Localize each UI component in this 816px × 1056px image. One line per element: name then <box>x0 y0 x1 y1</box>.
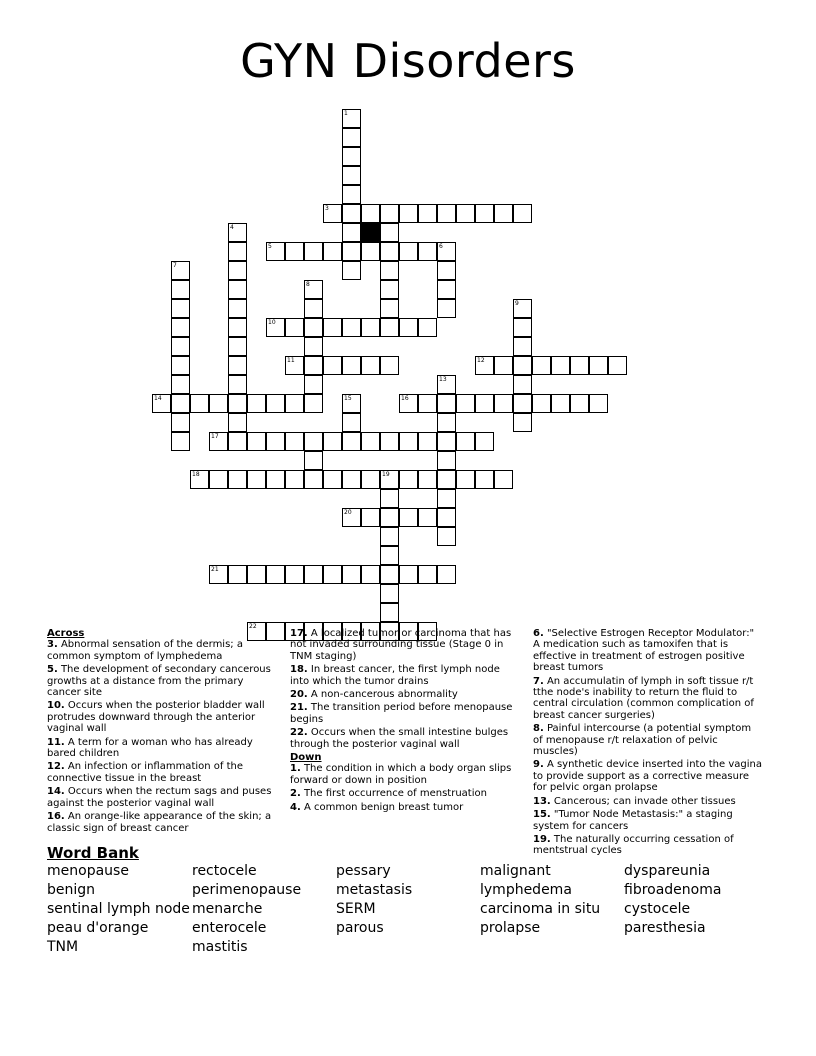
clue <box>47 737 277 760</box>
puzzle-title: GYN Disorders <box>240 34 576 88</box>
crossword-cell[interactable] <box>437 413 456 432</box>
crossword-cell[interactable] <box>361 356 380 375</box>
crossword-cell[interactable] <box>475 394 494 413</box>
crossword-cell[interactable] <box>437 204 456 223</box>
crossword-cell[interactable] <box>437 299 456 318</box>
clue-text: Abnormal sensation of the dermis; a common symptom of lymphedema <box>47 639 243 662</box>
crossword-cell[interactable] <box>228 318 247 337</box>
crossword-cell[interactable] <box>418 565 437 584</box>
crossword-cell[interactable] <box>570 356 589 375</box>
crossword-cell[interactable] <box>190 470 209 489</box>
crossword-cell[interactable] <box>285 470 304 489</box>
crossword-cell[interactable] <box>437 375 456 394</box>
crossword-cell[interactable] <box>228 394 247 413</box>
crossword-cell[interactable] <box>418 508 437 527</box>
crossword-cell[interactable] <box>418 394 437 413</box>
crossword-cell[interactable] <box>228 261 247 280</box>
crossword-cell[interactable] <box>266 242 285 261</box>
clue <box>47 700 277 734</box>
clue-text: Occurs when the posterior bladder wall protrudes downward through the anterior vaginal wall <box>47 700 265 735</box>
crossword-cell[interactable] <box>304 375 323 394</box>
crossword-cell[interactable] <box>342 470 361 489</box>
clue-number: 5 <box>268 243 272 250</box>
clue <box>47 639 277 662</box>
crossword-cell[interactable] <box>513 204 532 223</box>
clue-number: 15 <box>344 395 352 402</box>
crossword-cell[interactable] <box>342 128 361 147</box>
crossword-cell[interactable] <box>361 565 380 584</box>
crossword-cell[interactable] <box>494 394 513 413</box>
crossword-cell[interactable] <box>228 337 247 356</box>
clue-number-label: 18. <box>290 664 308 676</box>
word-bank-item: prolapse <box>480 920 541 936</box>
clue-text: An orange-like appearance of the skin; a classic sign of breast cancer <box>47 811 272 834</box>
crossword-cell[interactable] <box>551 356 570 375</box>
crossword-cell[interactable] <box>228 375 247 394</box>
crossword-cell[interactable] <box>228 299 247 318</box>
clue-number-label: 2. <box>290 788 301 800</box>
clue-number-label: 6. <box>533 628 544 639</box>
crossword-cell[interactable] <box>323 204 342 223</box>
crossword-cell[interactable] <box>171 394 190 413</box>
crossword-cell[interactable] <box>437 508 456 527</box>
crossword-cell[interactable] <box>209 394 228 413</box>
crossword-cell[interactable] <box>285 318 304 337</box>
crossword-cell[interactable] <box>475 204 494 223</box>
clues-column-3 <box>533 628 763 859</box>
clue-number-label: 12. <box>47 761 65 773</box>
crossword-cell[interactable] <box>380 603 399 622</box>
clues-column-1 <box>47 628 277 836</box>
crossword-cell[interactable] <box>399 565 418 584</box>
crossword-cell[interactable] <box>475 356 494 375</box>
clue-number-label: 15. <box>533 809 551 821</box>
word-bank-item: benign <box>47 882 96 898</box>
word-bank-item: TNM <box>47 939 79 955</box>
crossword-cell[interactable] <box>399 242 418 261</box>
crossword-cell[interactable] <box>380 584 399 603</box>
crossword-cell[interactable] <box>228 565 247 584</box>
crossword-cell[interactable] <box>418 318 437 337</box>
crossword-cell[interactable] <box>380 470 399 489</box>
clue-text: A localized tumor or carcinoma that has not invaded surrounding tissue (Stage 0 in TNM staging) <box>290 628 512 662</box>
crossword-cell[interactable] <box>361 432 380 451</box>
crossword-cell[interactable] <box>380 318 399 337</box>
crossword-cell[interactable] <box>494 204 513 223</box>
crossword-cell[interactable] <box>342 394 361 413</box>
word-bank-item: paresthesia <box>624 920 706 936</box>
clue-number-label: 7. <box>533 675 544 687</box>
crossword-cell[interactable] <box>266 394 285 413</box>
crossword-cell[interactable] <box>266 565 285 584</box>
crossword-cell[interactable] <box>380 356 399 375</box>
crossword-cell[interactable] <box>494 470 513 489</box>
crossword-cell[interactable] <box>304 280 323 299</box>
crossword-cell[interactable] <box>190 394 209 413</box>
crossword-cell[interactable] <box>304 565 323 584</box>
crossword-cell[interactable] <box>209 432 228 451</box>
clue-text: Cancerous; can invade other tissues <box>550 795 736 807</box>
crossword-cell[interactable] <box>228 470 247 489</box>
down-header: Down <box>290 752 322 764</box>
crossword-cell[interactable] <box>342 356 361 375</box>
clue <box>533 759 763 793</box>
crossword-cell[interactable] <box>342 565 361 584</box>
crossword-cell[interactable] <box>342 185 361 204</box>
word-bank-item: pessary <box>336 863 391 879</box>
crossword-cell[interactable] <box>494 356 513 375</box>
clue-number: 4 <box>230 224 234 231</box>
crossword-cell[interactable] <box>475 432 494 451</box>
crossword-cell[interactable] <box>228 242 247 261</box>
crossword-cell[interactable] <box>361 318 380 337</box>
crossword-cell[interactable] <box>551 394 570 413</box>
clue-text: A term for a woman who has already bared children <box>47 736 253 760</box>
word-bank-item: metastasis <box>336 882 413 898</box>
clue <box>533 809 763 832</box>
crossword-cell[interactable] <box>171 318 190 337</box>
crossword-cell[interactable] <box>475 470 494 489</box>
clue-number-label: 4. <box>290 801 301 813</box>
clue-number-label: 20. <box>290 689 308 701</box>
clue-text: Occurs when the small intestine bulges through the posterior vaginal wall <box>290 727 509 750</box>
crossword-cell[interactable] <box>342 109 361 128</box>
crossword-cell[interactable] <box>342 508 361 527</box>
clue-number: 12 <box>477 357 485 364</box>
clue-number-label: 13. <box>533 795 551 807</box>
crossword-cell[interactable] <box>304 337 323 356</box>
crossword-cell[interactable] <box>342 204 361 223</box>
across-header: Across <box>47 628 85 639</box>
clue-text: A non-cancerous abnormality <box>307 689 458 701</box>
crossword-cell[interactable] <box>513 375 532 394</box>
word-bank-item: menarche <box>192 901 263 917</box>
clue-number-label: 22. <box>290 727 308 739</box>
crossword-cell[interactable] <box>323 242 342 261</box>
crossword-cell[interactable] <box>570 394 589 413</box>
crossword-cell[interactable] <box>342 223 361 242</box>
clue-text: Occurs when the rectum sags and puses against the posterior vaginal wall <box>47 786 272 809</box>
crossword-cell[interactable] <box>380 280 399 299</box>
clue-number: 22 <box>249 623 257 630</box>
crossword-cell[interactable] <box>513 299 532 318</box>
crossword-cell[interactable] <box>418 432 437 451</box>
clue-text: A common benign breast tumor <box>300 801 464 813</box>
crossword-cell[interactable] <box>589 394 608 413</box>
crossword-cell[interactable] <box>361 204 380 223</box>
clue <box>533 834 763 857</box>
blocked-cell <box>361 223 380 242</box>
clue-text: The condition in which a body organ slips forward or down in position <box>290 763 512 786</box>
crossword-cell[interactable] <box>399 318 418 337</box>
crossword-cell[interactable] <box>380 223 399 242</box>
clue-number: 10 <box>268 319 276 326</box>
clue <box>290 628 520 662</box>
clue-number: 14 <box>154 395 162 402</box>
crossword-cell[interactable] <box>228 432 247 451</box>
clue-number: 17 <box>211 433 219 440</box>
crossword-cell[interactable] <box>342 432 361 451</box>
crossword-cell[interactable] <box>285 242 304 261</box>
crossword-cell[interactable] <box>323 318 342 337</box>
crossword-cell[interactable] <box>418 242 437 261</box>
clue-number-label: 8. <box>533 723 544 735</box>
crossword-cell[interactable] <box>228 223 247 242</box>
crossword-cell[interactable] <box>285 565 304 584</box>
word-bank-item: dyspareunia <box>624 863 711 879</box>
crossword-cell[interactable] <box>171 261 190 280</box>
crossword-cell[interactable] <box>171 337 190 356</box>
clue-number: 18 <box>192 471 200 478</box>
crossword-cell[interactable] <box>171 375 190 394</box>
word-bank-item: lymphedema <box>480 882 572 898</box>
crossword-cell[interactable] <box>285 394 304 413</box>
crossword-cell[interactable] <box>304 451 323 470</box>
word-bank-item: cystocele <box>624 901 691 917</box>
crossword-cell[interactable] <box>380 432 399 451</box>
crossword-cell[interactable] <box>532 356 551 375</box>
clue-text: Painful intercourse (a potential symptom of menopause r/t relaxation of pelvic muscles) <box>533 723 752 758</box>
crossword-cell[interactable] <box>228 356 247 375</box>
clues-column-2 <box>290 628 520 815</box>
clue-number-label: 9. <box>533 759 544 771</box>
word-bank-item: enterocele <box>192 920 267 936</box>
clue-number: 21 <box>211 566 219 573</box>
crossword-cell[interactable] <box>171 432 190 451</box>
crossword-cell[interactable] <box>380 242 399 261</box>
crossword-cell[interactable] <box>266 470 285 489</box>
crossword-cell[interactable] <box>437 565 456 584</box>
clue-number-label: 10. <box>47 700 65 712</box>
crossword-cell[interactable] <box>437 280 456 299</box>
crossword-cell[interactable] <box>456 204 475 223</box>
crossword-cell[interactable] <box>513 356 532 375</box>
clue-number-label: 3. <box>47 639 58 651</box>
crossword-cell[interactable] <box>304 242 323 261</box>
crossword-cell[interactable] <box>228 280 247 299</box>
crossword-cell[interactable] <box>304 318 323 337</box>
clue <box>290 727 520 750</box>
clue-number: 20 <box>344 509 352 516</box>
clue <box>290 689 520 700</box>
crossword-cell[interactable] <box>266 318 285 337</box>
clue-number: 8 <box>306 281 310 288</box>
clue-number: 11 <box>287 357 295 364</box>
clue <box>47 811 277 834</box>
crossword-cell[interactable] <box>437 470 456 489</box>
crossword-cell[interactable] <box>342 242 361 261</box>
clue <box>533 723 763 757</box>
crossword-cell[interactable] <box>380 565 399 584</box>
clue-number: 6 <box>439 243 443 250</box>
crossword-cell[interactable] <box>437 489 456 508</box>
clue-number: 19 <box>382 471 390 478</box>
clue <box>290 802 520 813</box>
crossword-cell[interactable] <box>323 432 342 451</box>
crossword-cell[interactable] <box>437 451 456 470</box>
crossword-cell[interactable] <box>437 527 456 546</box>
crossword-cell[interactable] <box>266 432 285 451</box>
clue <box>533 676 763 722</box>
crossword-cell[interactable] <box>513 318 532 337</box>
crossword-cell[interactable] <box>437 242 456 261</box>
crossword-cell[interactable] <box>456 470 475 489</box>
crossword-cell[interactable] <box>513 394 532 413</box>
crossword-cell[interactable] <box>513 337 532 356</box>
clue <box>290 788 520 799</box>
clue-text: In breast cancer, the first lymph node into which the tumor drains <box>290 664 500 687</box>
crossword-cell[interactable] <box>304 432 323 451</box>
word-bank-item: mastitis <box>192 939 248 955</box>
word-bank-item: peau d'orange <box>47 920 149 936</box>
word-bank-item: rectocele <box>192 863 257 879</box>
crossword-cell[interactable] <box>361 242 380 261</box>
crossword-cell[interactable] <box>399 470 418 489</box>
clue-number-label: 21. <box>290 702 308 714</box>
crossword-cell[interactable] <box>437 394 456 413</box>
clue-text: The development of secondary cancerous growths at a distance from the primary cancer site <box>47 664 271 699</box>
word-bank-item: menopause <box>47 863 129 879</box>
crossword-cell[interactable] <box>171 299 190 318</box>
word-bank-item: SERM <box>336 901 376 917</box>
clue-number-label: 1. <box>290 763 301 775</box>
word-bank-item: carcinoma in situ <box>480 901 601 917</box>
crossword-cell[interactable] <box>418 204 437 223</box>
crossword-cell[interactable] <box>323 356 342 375</box>
clue-number: 9 <box>515 300 519 307</box>
crossword-cell[interactable] <box>323 565 342 584</box>
clue <box>47 786 277 809</box>
crossword-cell[interactable] <box>456 394 475 413</box>
clue-number-label: 5. <box>47 664 58 676</box>
crossword-cell[interactable] <box>380 527 399 546</box>
crossword-cell[interactable] <box>171 413 190 432</box>
word-bank-item: fibroadenoma <box>624 882 722 898</box>
clue-number-label: 14. <box>47 786 65 798</box>
crossword-cell[interactable] <box>209 470 228 489</box>
crossword-cell[interactable] <box>437 432 456 451</box>
clue-number: 3 <box>325 205 329 212</box>
crossword-cell[interactable] <box>456 432 475 451</box>
crossword-cell[interactable] <box>380 489 399 508</box>
crossword-cell[interactable] <box>399 394 418 413</box>
crossword-cell[interactable] <box>342 147 361 166</box>
clue-text: "Selective Estrogen Receptor Modulator:" A medication such as tamoxifen that is effective in treatment of estrogen positive breast tumors <box>533 628 755 674</box>
crossword-cell[interactable] <box>380 546 399 565</box>
clue-number-label: 16. <box>47 811 65 823</box>
crossword-cell[interactable] <box>285 356 304 375</box>
crossword-cell[interactable] <box>171 356 190 375</box>
crossword-cell[interactable] <box>342 166 361 185</box>
word-bank-title: Word Bank <box>47 844 139 862</box>
clue-number-label: 19. <box>533 833 551 845</box>
crossword-cell[interactable] <box>209 565 228 584</box>
crossword-cell[interactable] <box>589 356 608 375</box>
crossword-cell[interactable] <box>304 394 323 413</box>
crossword-cell[interactable] <box>247 432 266 451</box>
clue <box>47 664 277 698</box>
crossword-cell[interactable] <box>380 508 399 527</box>
clue-number: 16 <box>401 395 409 402</box>
crossword-cell[interactable] <box>247 470 266 489</box>
clue-text: The first occurrence of menstruation <box>300 788 487 800</box>
crossword-cell[interactable] <box>285 432 304 451</box>
crossword-cell[interactable] <box>171 280 190 299</box>
crossword-cell[interactable] <box>380 204 399 223</box>
clue-number: 1 <box>344 110 348 117</box>
crossword-cell[interactable] <box>228 413 247 432</box>
clue-text: A synthetic device inserted into the vagina to provide support as a corrective measure for pelvic organ prolapse <box>533 759 762 794</box>
clue <box>533 628 763 674</box>
crossword-cell[interactable] <box>380 299 399 318</box>
word-bank-item: perimenopause <box>192 882 302 898</box>
clue-text: The transition period before menopause begins <box>290 702 513 725</box>
clue <box>290 702 520 725</box>
crossword-cell[interactable] <box>342 318 361 337</box>
clue-number: 7 <box>173 262 177 269</box>
crossword-cell[interactable] <box>399 204 418 223</box>
clue <box>290 763 520 786</box>
clue <box>533 796 763 807</box>
crossword-cell[interactable] <box>342 413 361 432</box>
crossword-cell[interactable] <box>418 470 437 489</box>
clue <box>290 664 520 687</box>
crossword-cell[interactable] <box>513 413 532 432</box>
clue <box>47 761 277 784</box>
crossword-cell[interactable] <box>247 394 266 413</box>
crossword-cell[interactable] <box>247 565 266 584</box>
crossword-cell[interactable] <box>380 261 399 280</box>
crossword-cell[interactable] <box>361 508 380 527</box>
crossword-cell[interactable] <box>608 356 627 375</box>
crossword-cell[interactable] <box>323 470 342 489</box>
clue-number: 13 <box>439 376 447 383</box>
crossword-cell[interactable] <box>532 394 551 413</box>
clue-text: An accumulatin of lymph in soft tissue r/t tthe node's inability to return the fluid to central circulation (common complication of breast cancer surgeries) <box>533 675 754 721</box>
crossword-cell[interactable] <box>399 508 418 527</box>
crossword-cell[interactable] <box>361 470 380 489</box>
crossword-cell[interactable] <box>152 394 171 413</box>
crossword-cell[interactable] <box>437 261 456 280</box>
word-bank-item: sentinal lymph node <box>47 901 190 917</box>
crossword-cell[interactable] <box>342 261 361 280</box>
crossword-cell[interactable] <box>304 356 323 375</box>
word-bank-item: parous <box>336 920 384 936</box>
word-bank-item: malignant <box>480 863 551 879</box>
crossword-cell[interactable] <box>399 432 418 451</box>
clue-text: "Tumor Node Metastasis:" a staging system for cancers <box>533 809 733 832</box>
clue-text: An infection or inflammation of the connective tissue in the breast <box>47 761 243 784</box>
clue-number-label: 17. <box>290 628 308 639</box>
crossword-cell[interactable] <box>304 470 323 489</box>
clue-text: The naturally occurring cessation of mentstrual cycles <box>533 833 734 857</box>
crossword-cell[interactable] <box>304 299 323 318</box>
clue-number-label: 11. <box>47 736 65 748</box>
